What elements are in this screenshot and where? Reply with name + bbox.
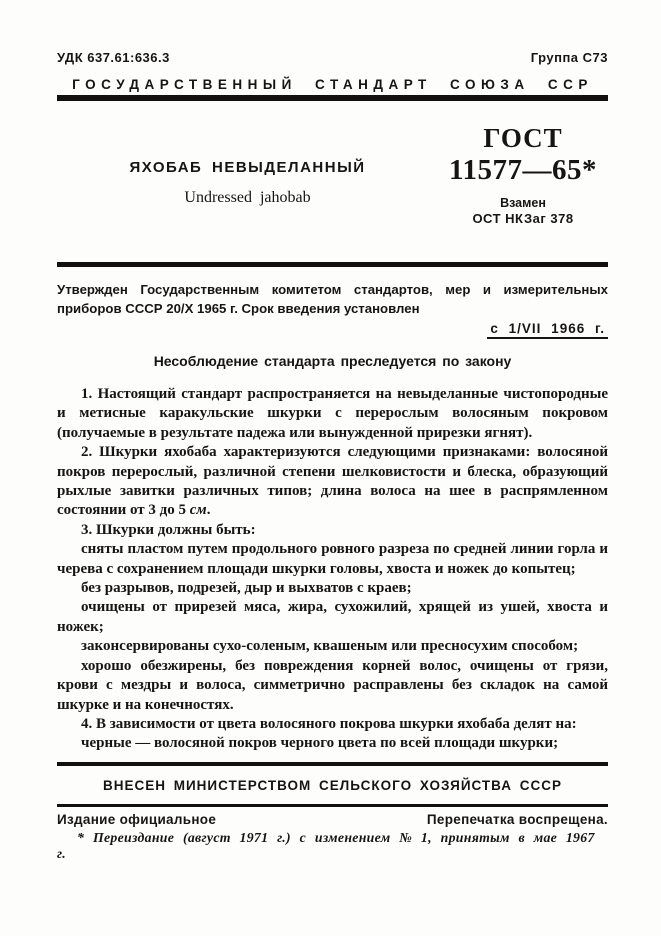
paragraph-text: 1. Настоящий стандарт распространяется на невыделанные чистопородные и метисные каракульские шкурки с перерослым волосяным покровом (получаемые в результате падежа или вынужденной прирезки ягнят). — [57, 386, 608, 441]
classification-row — [57, 50, 608, 65]
standard-body — [57, 385, 608, 754]
paragraph-text: 2. Шкурки яхобаба характеризуются следующими признаками: волосяной покров перерослый, различной степени шелковистости и блеска, образующий рыхлые завитки различных типов; длина волоса на шее в распрямленном состоянии от 3 до 5 — [57, 444, 608, 519]
udk-code: УДК 637.61:636.3 — [57, 50, 170, 65]
body-paragraph — [57, 521, 608, 540]
group-code: Группа С73 — [530, 50, 608, 65]
body-paragraph — [57, 715, 608, 734]
body-paragraph — [57, 657, 608, 715]
edition-label: Издание официальное — [57, 811, 217, 827]
title-section — [57, 125, 608, 226]
standard-subtitle-en: Undressed jahobab — [184, 189, 311, 206]
state-standard-banner: ГОСУДАРСТВЕННЫЙ СТАНДАРТ СОЮЗА ССР — [72, 77, 593, 92]
paragraph-text: сняты пластом путем продольного ровного разреза по средней линии горла и черева с сохранением площади шкурки головы, хвоста и ножек до копытец; — [57, 541, 608, 577]
paragraph-text: черные — волосяной покров черного цвета по всей площади шкурки; — [81, 735, 559, 752]
gost-number-block — [438, 125, 608, 226]
body-paragraph — [57, 579, 608, 598]
paragraph-text: хорошо обезжирены, без повреждения корней волос, очищены от грязи, крови с мездры и волоса, симметрично расправлены без складок на самой шкурке и на конечностях. — [57, 657, 608, 713]
header-rule — [57, 262, 608, 267]
paragraph-text: без разрывов, подрезей, дыр и выхватов с краев; — [81, 580, 412, 597]
revision-footnote: * Переиздание (август 1971 г.) с изменением № 1, принятым в мае 1967 г. — [57, 829, 595, 861]
edition-rule — [57, 804, 608, 807]
gost-label: ГОСТ — [483, 123, 563, 153]
submitted-by-line: ВНЕСЕН МИНИСТЕРСТВОМ СЕЛЬСКОГО ХОЗЯЙСТВА СССР — [102, 777, 563, 793]
effective-date — [57, 321, 608, 339]
paragraph-text: 4. В зависимости от цвета волосяного покрова шкурки яхобаба делят на: — [81, 715, 577, 732]
replaces-label: Взамен — [500, 196, 546, 210]
standard-title: ЯХОБАБ НЕВЫДЕЛАННЫЙ — [129, 159, 366, 176]
paragraph-text: . — [206, 502, 211, 519]
banner-rule — [57, 95, 608, 101]
paragraph-text: 3. Шкурки должны быть: — [81, 521, 256, 538]
effective-date-value: с 1/VII 1966 г. — [487, 321, 608, 339]
gost-number: 11577—65* — [449, 154, 597, 186]
body-paragraph — [57, 598, 608, 637]
body-paragraph — [57, 540, 608, 579]
footer-rule — [57, 762, 608, 766]
edition-row — [57, 812, 608, 827]
replaces-value: ОСТ НКЗаг 378 — [472, 211, 574, 226]
unit-cm: см — [186, 502, 207, 519]
title-column — [57, 125, 438, 226]
paragraph-text: законсервированы сухо-соленым, квашеным или пресносухим способом; — [81, 638, 579, 655]
body-paragraph — [57, 637, 608, 656]
body-paragraph — [57, 443, 608, 521]
body-paragraph — [57, 734, 608, 753]
body-paragraph — [57, 385, 608, 443]
paragraph-text: очищены от прирезей мяса, жира, сухожилий, хрящей из ушей, хвоста и ножек; — [57, 599, 608, 635]
law-notice: Несоблюдение стандарта преследуется по закону — [153, 353, 512, 369]
approval-text: Утвержден Государственным комитетом стандартов, мер и измерительных приборов СССР 20/X 1965 г. Срок введения установлен — [57, 282, 608, 316]
reprint-notice: Перепечатка воспрещена. — [426, 811, 608, 827]
